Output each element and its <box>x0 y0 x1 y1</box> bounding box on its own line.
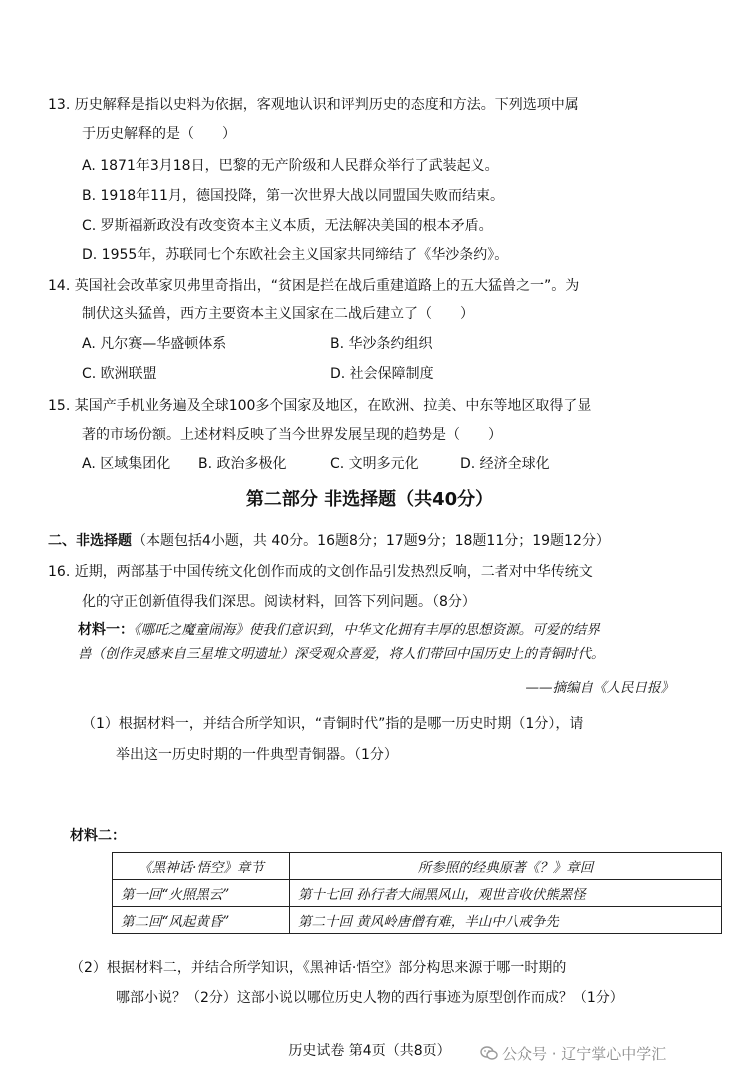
q15-stem-line2: 著的市场份额。上述材料反映了当今世界发展呈现的趋势是（ ） <box>82 427 502 443</box>
q15-option-a: A. 区域集团化 <box>82 456 171 472</box>
part2-section-desc: （本题包括4小题，共 40分。16题8分；17题9分；18题11分；19题12分） <box>132 533 610 549</box>
table-cell: 第二回“风起黄昏” <box>113 907 290 934</box>
q16-stem-line1: 16. 近期，两部基于中国传统文化创作而成的文创作品引发热烈反响，二者对中华传统文 <box>48 564 593 580</box>
material2-label: 材料二： <box>70 828 126 844</box>
part2-section-label: 二、非选择题 <box>48 533 132 549</box>
page-footer: 历史试卷 第4页（共8页） <box>288 1043 451 1059</box>
wechat-icon <box>480 1044 498 1062</box>
table-row <box>113 880 722 907</box>
table-cell: 第十七回 孙行者大闹黑风山，观世音收伏熊罴怪 <box>290 880 722 907</box>
q13-option-c: C. 罗斯福新政没有改变资本主义本质，无法解决美国的根本矛盾。 <box>82 218 493 234</box>
q16-sub1-line2: 举出这一历史时期的一件典型青铜器。（1分） <box>116 747 398 763</box>
q13-stem-line2: 于历史解释的是（ ） <box>82 126 236 142</box>
table-header-cell: 所参照的经典原著《？》章回 <box>290 853 722 880</box>
q16-sub1-line1: （1）根据材料一，并结合所学知识，“青铜时代”指的是哪一历史时期（1分），请 <box>82 716 584 732</box>
q15-stem-line1: 15. 某国产手机业务遍及全球100多个国家及地区，在欧洲、拉美、中东等地区取得了显 <box>48 398 592 414</box>
q13-option-a: A. 1871年3月18日，巴黎的无产阶级和人民群众举行了武装起义。 <box>82 158 499 174</box>
watermark-text: 公众号 · 辽宁掌心中学汇 <box>502 1045 667 1063</box>
material1-source: ——摘编自《人民日报》 <box>525 680 674 696</box>
q16-sub2-line2: 哪部小说？（2分）这部小说以哪位历史人物的西行事迹为原型创作而成？（1分） <box>116 990 624 1006</box>
material1-text-1: 《哪吒之魔童闹海》使我们意识到，中华文化拥有丰厚的思想资源。可爱的结界 <box>134 622 600 638</box>
q15-option-b: B. 政治多极化 <box>198 456 287 472</box>
q14-stem-line1: 14. 英国社会改革家贝弗里奇指出，“贫困是拦在战后重建道路上的五大猛兽之一”。为 <box>48 278 580 294</box>
part2-section-instructions <box>48 531 610 551</box>
q14-stem-line2: 制伏这头猛兽，西方主要资本主义国家在二战后建立了（ ） <box>82 306 474 322</box>
q13-option-b: B. 1918年11月，德国投降，第一次世界大战以同盟国失败而结束。 <box>82 188 504 204</box>
watermark <box>480 1043 666 1064</box>
q13-option-d: D. 1955年，苏联同七个东欧社会主义国家共同缔结了《华沙条约》。 <box>82 247 509 263</box>
q16-material1-line2: 兽（创作灵感来自三星堆文明遗址）深受观众喜爱，将人们带回中国历史上的青铜时代。 <box>78 646 605 662</box>
q16-sub2-line1: （2）根据材料二，并结合所学知识，《黑神话·悟空》部分构思来源于哪一时期的 <box>70 960 567 976</box>
q13-stem-line1: 13. 历史解释是指以史料为依据，客观地认识和评判历史的态度和方法。下列选项中属 <box>48 97 579 113</box>
q15-option-c: C. 文明多元化 <box>330 456 419 472</box>
part2-title: 第二部分 非选择题（共40分） <box>245 489 494 510</box>
table-row <box>113 907 722 934</box>
table-cell: 第一回“火照黑云” <box>113 880 290 907</box>
table-header-row <box>113 853 722 880</box>
q14-option-b: B. 华沙条约组织 <box>330 336 433 352</box>
table-cell: 第二十回 黄风岭唐僧有难，半山中八戒争先 <box>290 907 722 934</box>
material2-table <box>112 852 722 934</box>
q16-stem-line2: 化的守正创新值得我们深思。阅读材料，回答下列问题。（8分） <box>82 594 476 610</box>
q15-option-d: D. 经济全球化 <box>460 456 550 472</box>
table-header-cell: 《黑神话·悟空》章节 <box>113 853 290 880</box>
q14-option-d: D. 社会保障制度 <box>330 366 434 382</box>
material1-label: 材料一： <box>78 622 134 638</box>
q16-material1-line1 <box>78 619 600 640</box>
q14-option-c: C. 欧洲联盟 <box>82 366 157 382</box>
q14-option-a: A. 凡尔赛—华盛顿体系 <box>82 336 227 352</box>
